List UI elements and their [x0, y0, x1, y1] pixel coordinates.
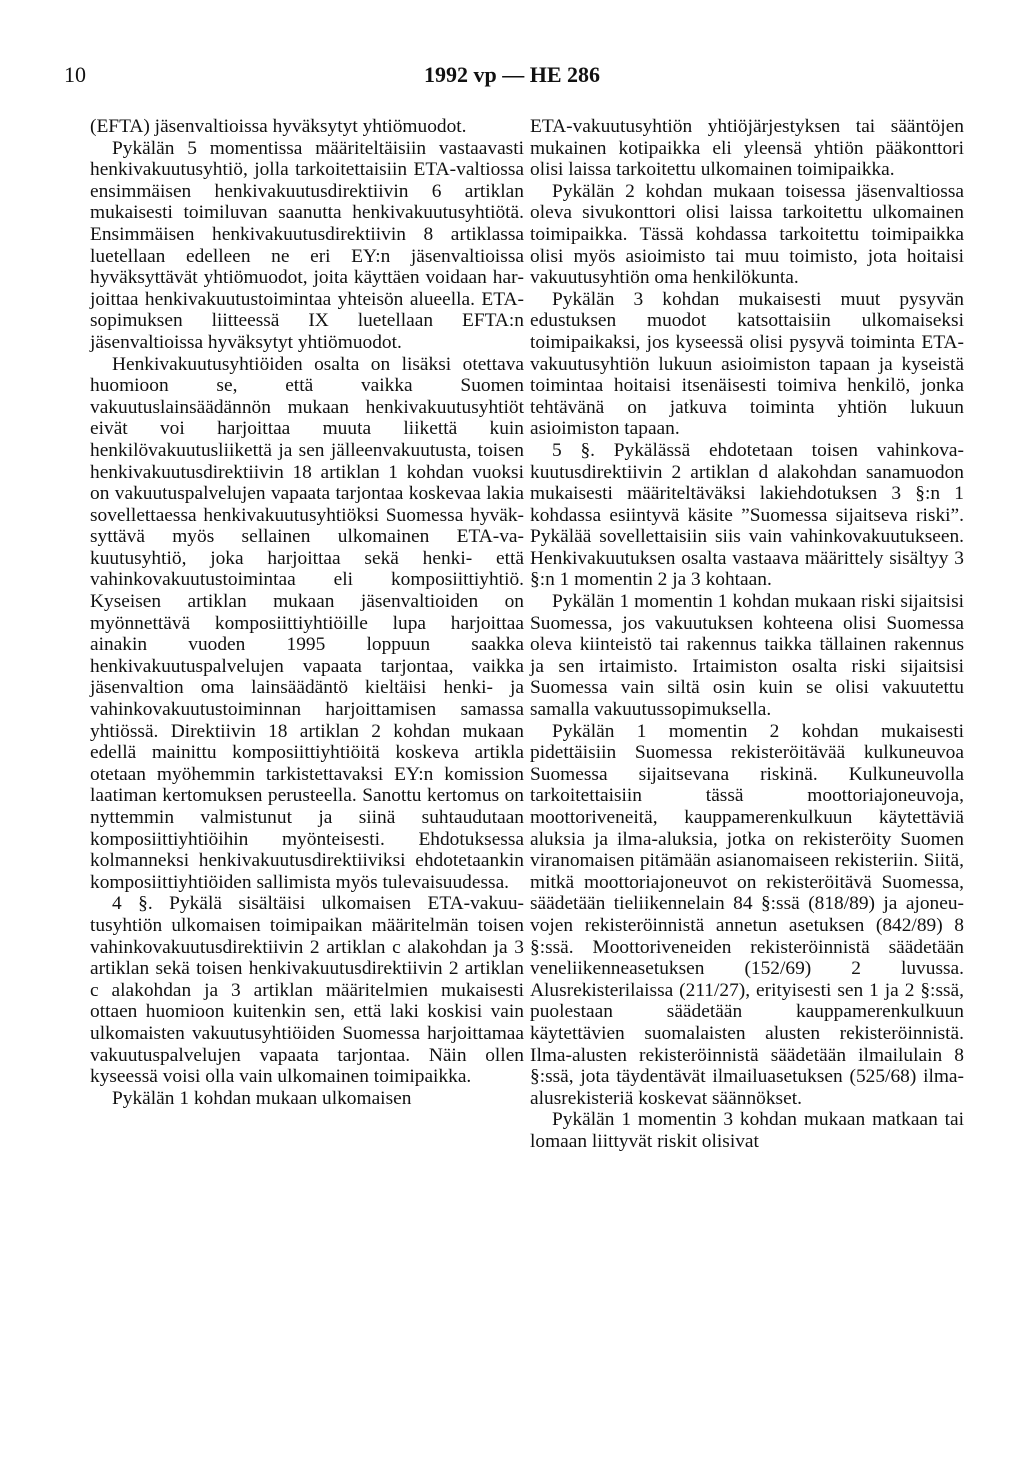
left-column-paragraph: Henkivakuutusyhtiöiden osalta on lisäksi otettava huomioon se, että vaikka Suomen vakuutuslainsäädännön mukaan henkivakuutusyhtiöt eivät voi harjoittaa muuta liikettä kuin henkilövakuutusliikettä ja sen jälleenvakuutusta, toisen henkivakuutusdirektiivin 18 artiklan 1 kohdan vuoksi on vakuutuspalvelujen vapaata tarjontaa koskevaa lakia sovellettaessa henkivakuutusyhtiöksi Suomessa hyväksyttävä myös sellainen ulkomainen ETA-vakuutusyhtiö, joka harjoittaa sekä henki- että vahinkovakuutustoimintaa eli komposiittiyhtiö. Kyseisen artiklan mukaan jäsenvaltioiden on myönnettävä komposiittiyhtiöille lupa harjoittaa ainakin vuoden 1995 loppuun saakka henkivakuutuspalvelujen vapaata tarjontaa, vaikka jäsenvaltion oma lainsäädäntö kieltäisi henki- ja vahinkovakuutustoiminnan harjoittamisen samassa yhtiössä. Direktiivin 18 artiklan 2 kohdan mukaan edellä mainittu komposiittiyhtiöitä koskeva artikla otetaan myöhemmin tarkistettavaksi EY:n komission laatiman kertomuksen perusteella. Sanottu kertomus on nyttemmin valmistunut ja siinä suhtaudutaan komposiittiyhtiöihin myönteisesti. Ehdotuksessa kolmanneksi henkivakuutusdirektiiviksi ehdotetaankin komposiittiyhtiöiden sallimista myös tulevaisuudessa. [90, 353, 524, 893]
right-column-paragraph: Pykälän 1 momentin 3 kohdan mukaan matkaan tai lomaan liittyvät riskit olisivat [530, 1109, 964, 1152]
right-column-paragraph: 5 §. Pykälässä ehdotetaan toisen vahinkovakuutusdirektiivin 2 artiklan d alakohdan sanamuodon mukaisesti määriteltäväksi lakiehdotuksen 3 §:n 1 kohdassa esiintyvä käsite ”Suomessa sijaitseva riski”. Pykälää sovellettaisiin siis vain vahinkovakuutukseen. Henkivakuutuksen osalta vastaava määrittely sisältyy 3 §:n 1 momentin 2 ja 3 kohtaan. [530, 439, 964, 591]
left-column-paragraph: 4 §. Pykälä sisältäisi ulkomaisen ETA-vakuutusyhtiön ulkomaisen toimipaikan määritelmän toisen vahinkovakuutusdirektiivin 2 artiklan c alakohdan ja 3 artiklan sekä toisen henkivakuutusdirektiivin 2 artiklan c alakohdan ja 3 artiklan määritelmien mukaisesti ottaen huomioon kuitenkin sen, että laki koskisi vain ulkomaisten vakuutusyhtiöiden Suomessa harjoittamaa vakuutuspalvelujen vapaata tarjontaa. Näin ollen kyseessä voisi olla vain ulkomainen toimipaikka. [90, 893, 524, 1088]
right-column-paragraph: Pykälän 2 kohdan mukaan toisessa jäsenvaltiossa oleva sivukonttori olisi laissa tarkoitettu ulkomainen toimipaikka. Tässä kohdassa tarkoitettu toimipaikka olisi myös asioimisto tai muu toimisto, jota hoitaisi vakuutusyhtiön oma henkilökunta. [530, 180, 964, 289]
page-number: 10 [64, 62, 86, 87]
right-column-paragraph: Pykälän 3 kohdan mukaisesti muut pysyvän edustuksen muodot katsottaisiin ulkomaiseksi toimipaikaksi, jos kyseessä olisi pysyvä toiminta ETA-vakuutusyhtiön lukuun asioimiston tapaan ja kyseistä toimintaa hoitaisi itsenäisesti toimiva henkilö, jonka tehtävänä on jatkuva toiminta yhtiön lukuun asioimiston tapaan. [530, 288, 964, 440]
left-column-paragraph: Pykälän 5 momentissa määriteltäisiin vastaavasti henkivakuutusyhtiö, jolla tarkoitettaisiin ETA-valtiossa ensimmäisen henkivakuutusdirektiivin 6 artiklan mukaisesti toimiluvan saanutta henkivakuutusyhtiötä. Ensimmäisen henkivakuutusdirektiivin 8 artiklassa luetellaan edelleen ne eri EY:n jäsenvaltioissa hyväksyttävät yhtiömuodot, joita käyttäen voidaan harjoittaa henkivakuutustoimintaa yhteisön alueella. ETA-sopimuksen liitteessä IX luetellaan EFTA:n jäsenvaltioissa hyväksytyt yhtiömuodot. [90, 137, 524, 353]
left-column-paragraph: Pykälän 1 kohdan mukaan ulkomaisen [112, 1087, 412, 1109]
right-column-paragraph: Pykälän 1 momentin 1 kohdan mukaan riski sijaitsisi Suomessa, jos vakuutuksen kohteena olisi Suomessa oleva kiinteistö tai rakennus taikka tällainen rakennus ja sen irtaimisto. Irtaimiston osalta riski sijaitsisi Suomessa vain siltä osin kuin se olisi vakuutettu samalla vakuutussopimuksella. [530, 591, 964, 721]
page-header [0, 62, 1024, 92]
right-column-paragraph: ETA-vakuutusyhtiön yhtiöjärjestyksen tai sääntöjen mukainen kotipaikka eli yleensä yhtiön pääkonttori olisi laissa tarkoitettu ulkomainen toimipaikka. [530, 116, 964, 181]
right-column-paragraph: Pykälän 1 momentin 2 kohdan mukaisesti pidettäisiin Suomessa rekisteröitävää kulkuneuvoa Suomessa sijaitsevana riskinä. Kulkuneuvolla tarkoitettaisiin tässä moottoriajoneuvoja, moottoriveneitä, kauppamerenkulkuun käytettäviä aluksia ja ilma-aluksia, jotka on rekisteröity Suomen viranomaisen pitämään asianomaiseen rekisteriin. Siitä, mitkä moottoriajoneuvot on rekisteröitävä Suomessa, säädetään tieliikennelain 84 §:ssä (818/89) ja ajoneuvojen rekisteröinnistä annetun asetuksen (842/89) 8 §:ssä. Moottoriveneiden rekisteröinnistä säädetään veneliikenneasetuksen (152/69) 2 luvussa. Alusrekisterilaissa (211/27), erityisesti sen 1 ja 2 §:ssä, puolestaan säädetään kauppamerenkulkuun käytettävien suomalaisten alusten rekisteröinnistä. Ilma-alusten rekisteröinnistä säädetään ilmailulain 8 §:ssä, jota täydentävät ilmailuasetuksen (525/68) ilmaalusrekisteriä koskevat säännökset. [530, 720, 964, 1109]
running-head: 1992 vp — HE 286 [423, 62, 601, 87]
left-column-paragraph: (EFTA) jäsenvaltioissa hyväksytyt yhtiömuodot. [90, 116, 467, 137]
right-column [530, 116, 964, 1153]
left-column [90, 116, 524, 1109]
